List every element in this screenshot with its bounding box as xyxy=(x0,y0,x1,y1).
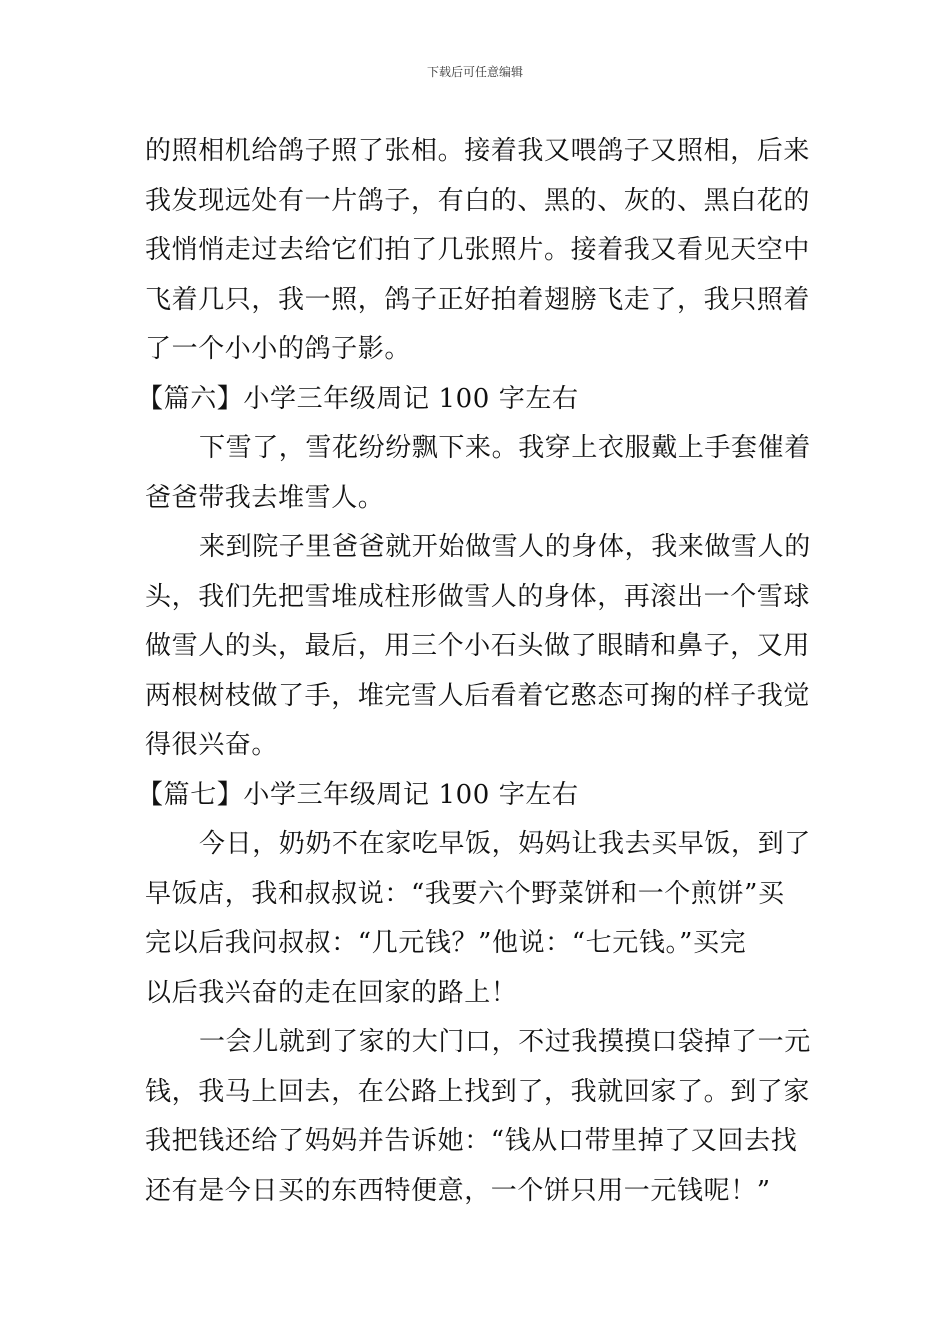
text-line: 我发现远处有一片鸽子，有白的、黑的、灰的、黑白花的 xyxy=(145,185,811,216)
text-line: 早饭店，我和叔叔说：“我要六个野菜饼和一个煎饼”买 xyxy=(145,878,785,909)
page-header: 下载后可任意编辑 xyxy=(426,65,523,79)
text-line: 做雪人的头，最后，用三个小石头做了眼睛和鼻子，又用 xyxy=(145,631,811,661)
text-line: 以后我兴奋的走在回家的路上！ xyxy=(145,977,518,1008)
text-line: 钱，我马上回去，在公路上找到了，我就回家了。到了家 xyxy=(145,1076,811,1107)
text-line: 爸爸带我去堆雪人。 xyxy=(145,482,385,513)
text-line: 得很兴奋。 xyxy=(145,730,279,760)
document-body xyxy=(137,127,811,1216)
paragraph-start: 一会儿就到了家的大门口，不过我摸摸口袋掉了一元 xyxy=(199,1027,811,1057)
text-line: 的照相机给鸽子照了张相。接着我又喂鸽子又照相，后来 xyxy=(145,136,811,166)
text-line: 了一个小小的鸽子影。 xyxy=(145,334,412,364)
text-line: 头，我们先把雪堆成柱形做雪人的身体，再滚出一个雪球 xyxy=(145,581,811,612)
text-line: 飞着几只，我一照，鸽子正好拍着翅膀飞走了，我只照着 xyxy=(145,284,811,315)
text-line: 我悄悄走过去给它们拍了几张照片。接着我又看见天空中 xyxy=(145,235,811,265)
text-line: 完以后我问叔叔：“几元钱？”他说：“七元钱。”买完 xyxy=(145,928,747,958)
paragraph-start: 来到院子里爸爸就开始做雪人的身体，我来做雪人的 xyxy=(199,532,811,562)
section-heading-7: 【篇七】小学三年级周记 100 字左右 xyxy=(137,779,579,810)
paragraph-start: 今日，奶奶不在家吃早饭，妈妈让我去买早饭，到了 xyxy=(199,829,811,859)
text-line: 两根树枝做了手，堆完雪人后看着它憨态可掬的样子我觉 xyxy=(145,680,811,711)
text-line: 还有是今日买的东西特便意，一个饼只用一元钱呢！” xyxy=(145,1175,771,1206)
paragraph-start: 下雪了，雪花纷纷飘下来。我穿上衣服戴上手套催着 xyxy=(199,433,811,463)
text-line: 我把钱还给了妈妈并告诉她：“钱从口带里掉了又回去找 xyxy=(145,1126,798,1156)
section-heading-6: 【篇六】小学三年级周记 100 字左右 xyxy=(137,383,579,414)
